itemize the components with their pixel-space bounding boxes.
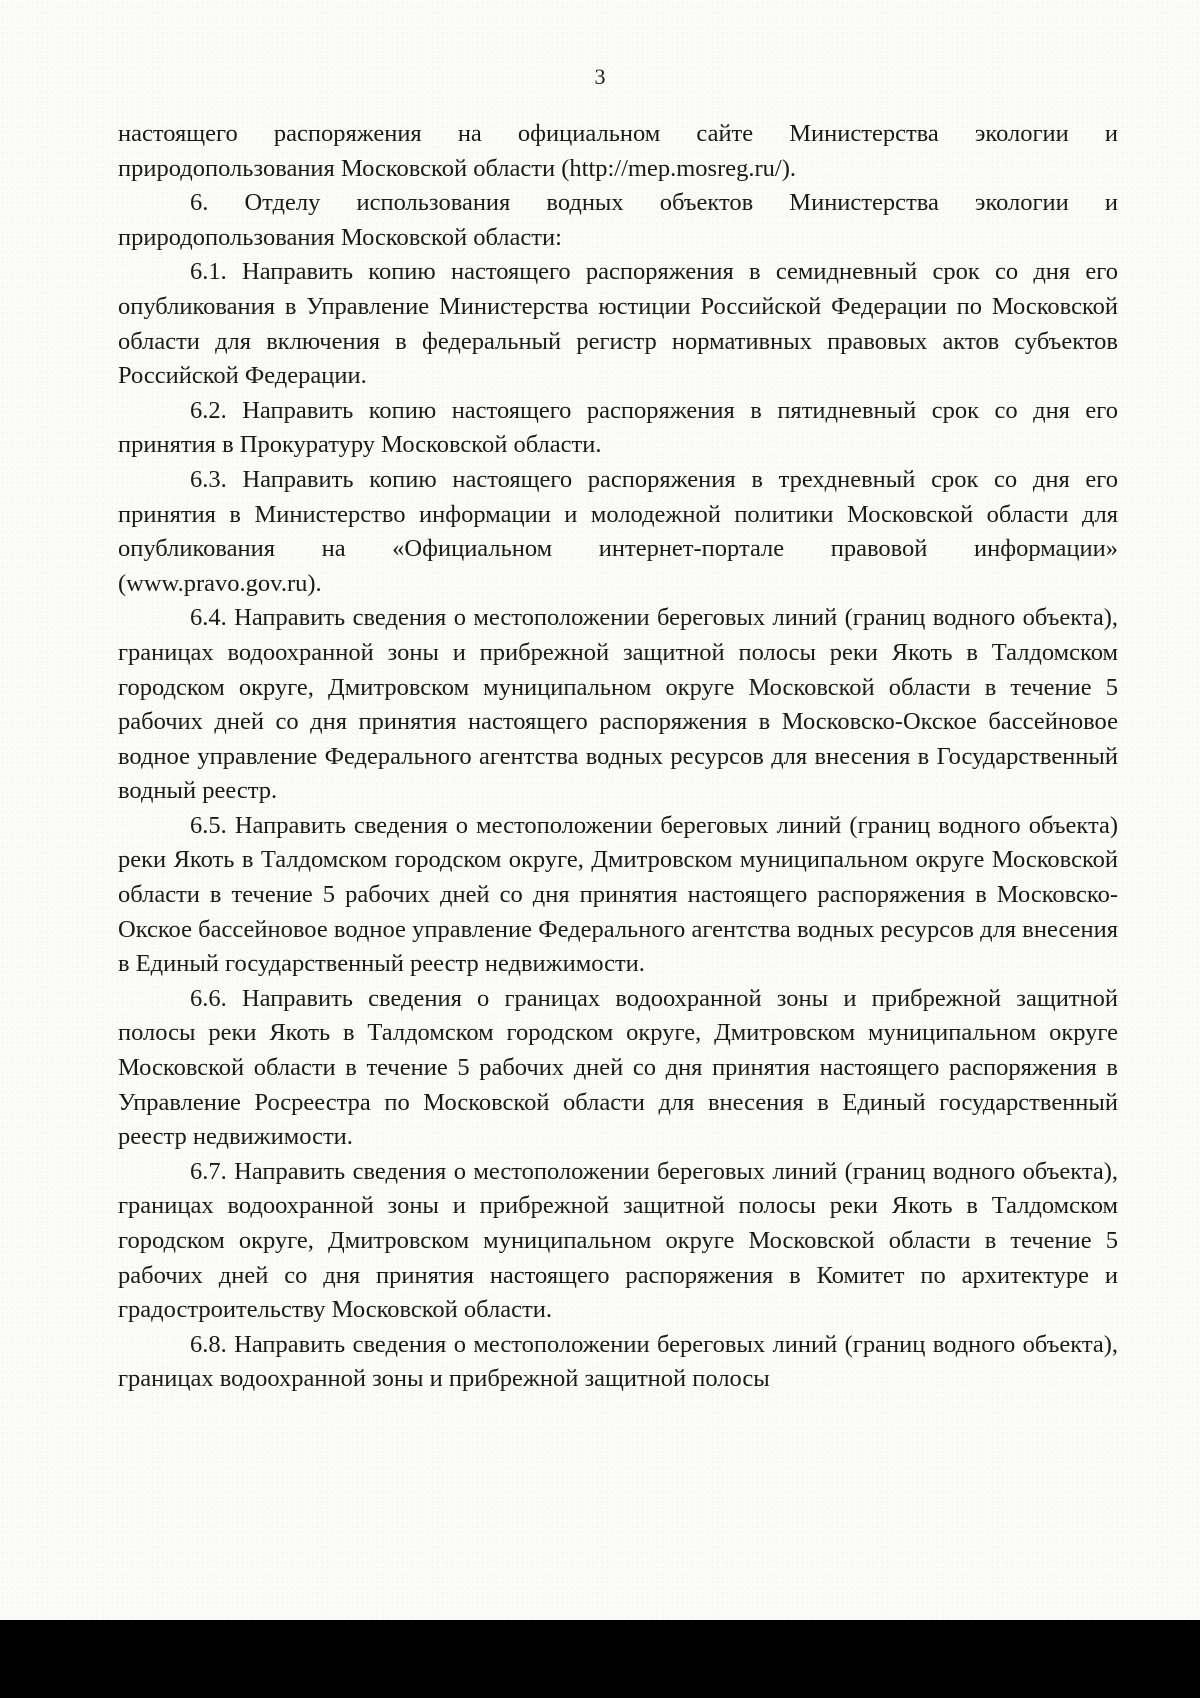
paragraph-6-7: 6.7. Направить сведения о местоположении береговых линий (границ водного объекта), границах водоохранной зоны и прибрежной защитной полосы реки Якоть в Талдомском городском округе, Дмитровском муниципальном округе Московской области в течение 5 рабочих дней со дня принятия настоящего распоряжения в Комитет по архитектуре и градостроительству Московской области. [118,1157,1118,1324]
paragraph-6-3: 6.3. Направить копию настоящего распоряжения в трехдневный срок со дня его принятия в Министерство информации и молодежной политики Московской области для опубликования на «Официальном интернет-портале правовой информации» (www.pravo.gov.ru). [118,465,1118,597]
paragraph-6-8: 6.8. Направить сведения о местоположении береговых линий (границ водного объекта), границах водоохранной зоны и прибрежной защитной полосы [118,1330,1118,1393]
paragraph-6-6: 6.6. Направить сведения о границах водоохранной зоны и прибрежной защитной полосы реки Якоть в Талдомском городском округе, Дмитровском муниципальном округе Московской области в течение 5 рабочих дней со дня принятия настоящего распоряжения в Управление Росреестра по Московской области для внесения в Единый государственный реестр недвижимости. [118,984,1118,1151]
paragraph-continuation: настоящего распоряжения на официальном сайте Министерства экологии и природопользования Московской области (http://mep.mosreg.ru/). [118,120,1118,182]
paragraph-6-5: 6.5. Направить сведения о местоположении береговых линий (границ водного объекта) реки Якоть в Талдомском городском округе, Дмитровском муниципальном округе Московской области в течение 5 рабочих дней со дня принятия настоящего распоряжения в Московско-Окское бассейновое водное управление Федерального агентства водных ресурсов для внесения в Единый государственный реестр недвижимости. [118,811,1118,978]
paragraph-6-1: 6.1. Направить копию настоящего распоряжения в семидневный срок со дня его опубликования в Управление Министерства юстиции Российской Федерации по Московской области для включения в федеральный регистр нормативных правовых актов субъектов Российской Федерации. [118,258,1118,390]
paragraph-6: 6. Отделу использования водных объектов Министерства экологии и природопользования Московской области: [118,189,1118,251]
page-number: 3 [594,64,606,89]
paragraph-6-4: 6.4. Направить сведения о местоположении береговых линий (границ водного объекта), границах водоохранной зоны и прибрежной защитной полосы реки Якоть в Талдомском городском округе, Дмитровском муниципальном округе Московской области в течение 5 рабочих дней со дня принятия настоящего распоряжения в Московско-Окское бассейновое водное управление Федерального агентства водных ресурсов для внесения в Государственный водный реестр. [118,604,1118,805]
scan-bottom-border [0,1620,1200,1698]
paragraph-6-2: 6.2. Направить копию настоящего распоряжения в пятидневный срок со дня его принятия в Прокуратуру Московской области. [118,396,1118,459]
document-body [118,117,1118,1397]
